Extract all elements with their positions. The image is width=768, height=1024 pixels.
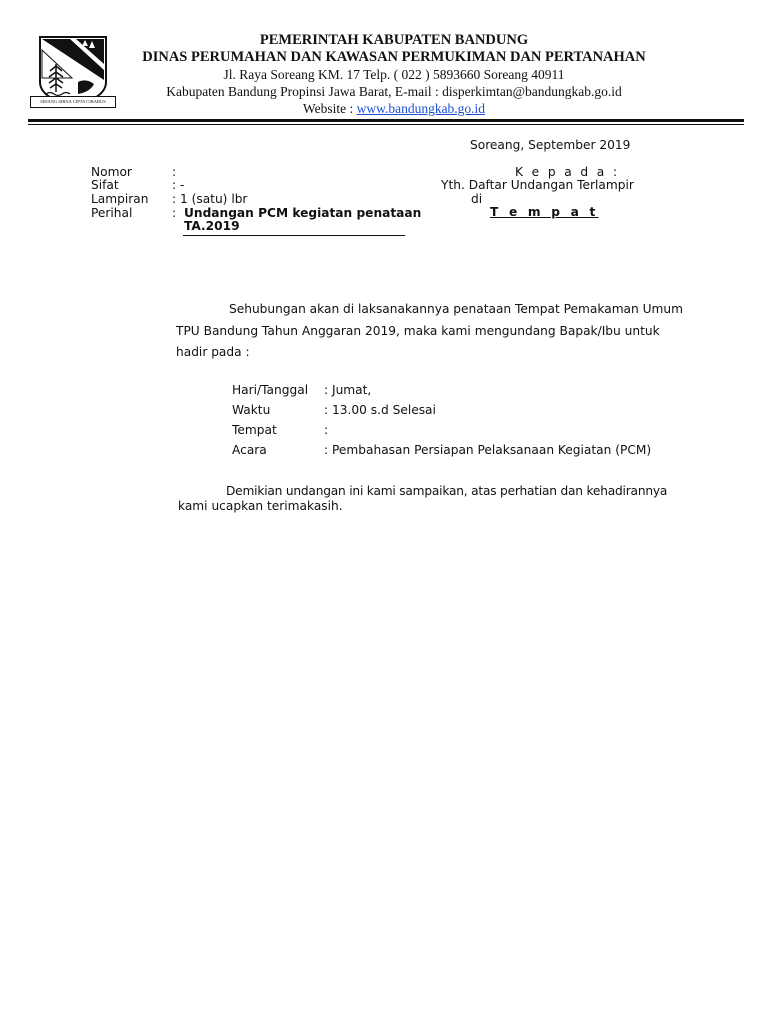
sifat-value: : - bbox=[172, 178, 185, 192]
detail-value-tempat: : bbox=[324, 423, 329, 437]
body-para1-line2: TPU Bandung Tahun Anggaran 2019, maka kami mengundang Bapak/Ibu untuk bbox=[176, 324, 660, 338]
recipient-di: di bbox=[471, 192, 483, 206]
perihal-value-line1: Undangan PCM kegiatan penataan bbox=[184, 206, 422, 220]
letterhead-website-line bbox=[108, 101, 680, 117]
kepada-heading: K e p a d a : bbox=[515, 165, 620, 179]
closing-line2: kami ucapkan terimakasih. bbox=[178, 499, 343, 513]
recipient-name: Yth. Daftar Undangan Terlampir bbox=[441, 178, 634, 192]
letterhead-rule-thick bbox=[28, 119, 744, 122]
detail-label-waktu: Waktu bbox=[232, 403, 271, 417]
detail-label-hari: Hari/Tanggal bbox=[232, 383, 309, 397]
perihal-underline bbox=[183, 235, 405, 236]
letterhead-contact: Kabupaten Bandung Propinsi Jawa Barat, E-mail : disperkimtan@bandungkab.go.id bbox=[166, 84, 622, 99]
perihal-value-line2: TA.2019 bbox=[184, 219, 240, 233]
perihal-colon: : bbox=[172, 206, 177, 220]
closing-line1: Demikian undangan ini kami sampaikan, atas perhatian dan kehadirannya bbox=[226, 484, 668, 498]
sifat-label: Sifat bbox=[91, 178, 119, 192]
emblem-motto-ribbon: SIDANG SIRNA CIPTA CIBARUS bbox=[30, 96, 116, 108]
perihal-label: Perihal bbox=[91, 206, 133, 220]
detail-value-acara: : Pembahasan Persiapan Pelaksanaan Kegiatan (PCM) bbox=[324, 443, 652, 457]
letterhead-government: PEMERINTAH KABUPATEN BANDUNG bbox=[259, 32, 529, 48]
detail-value-hari: : Jumat, bbox=[324, 383, 372, 397]
recipient-tempat: T e m p a t bbox=[490, 205, 599, 219]
lampiran-label: Lampiran bbox=[91, 192, 149, 206]
website-label: Website : bbox=[302, 101, 357, 116]
body-para1-line3: hadir pada : bbox=[176, 345, 250, 359]
detail-value-waktu: : 13.00 s.d Selesai bbox=[324, 403, 436, 417]
body-para1-line1: Sehubungan akan di laksanakannya penataan Tempat Pemakaman Umum bbox=[229, 302, 684, 316]
letterhead-address: Jl. Raya Soreang KM. 17 Telp. ( 022 ) 5893660 Soreang 40911 bbox=[223, 67, 565, 82]
letterhead-rule-thin bbox=[28, 124, 744, 125]
lampiran-value: : 1 (satu) lbr bbox=[172, 192, 248, 206]
detail-label-acara: Acara bbox=[232, 443, 267, 457]
nomor-value: : bbox=[172, 165, 177, 179]
website-link[interactable]: www.bandungkab.go.id bbox=[356, 101, 486, 116]
letterhead-agency: DINAS PERUMAHAN DAN KAWASAN PERMUKIMAN DAN PERTANAHAN bbox=[142, 49, 646, 65]
detail-label-tempat: Tempat bbox=[232, 423, 277, 437]
place-date: Soreang, September 2019 bbox=[470, 138, 631, 152]
nomor-label: Nomor bbox=[91, 165, 132, 179]
